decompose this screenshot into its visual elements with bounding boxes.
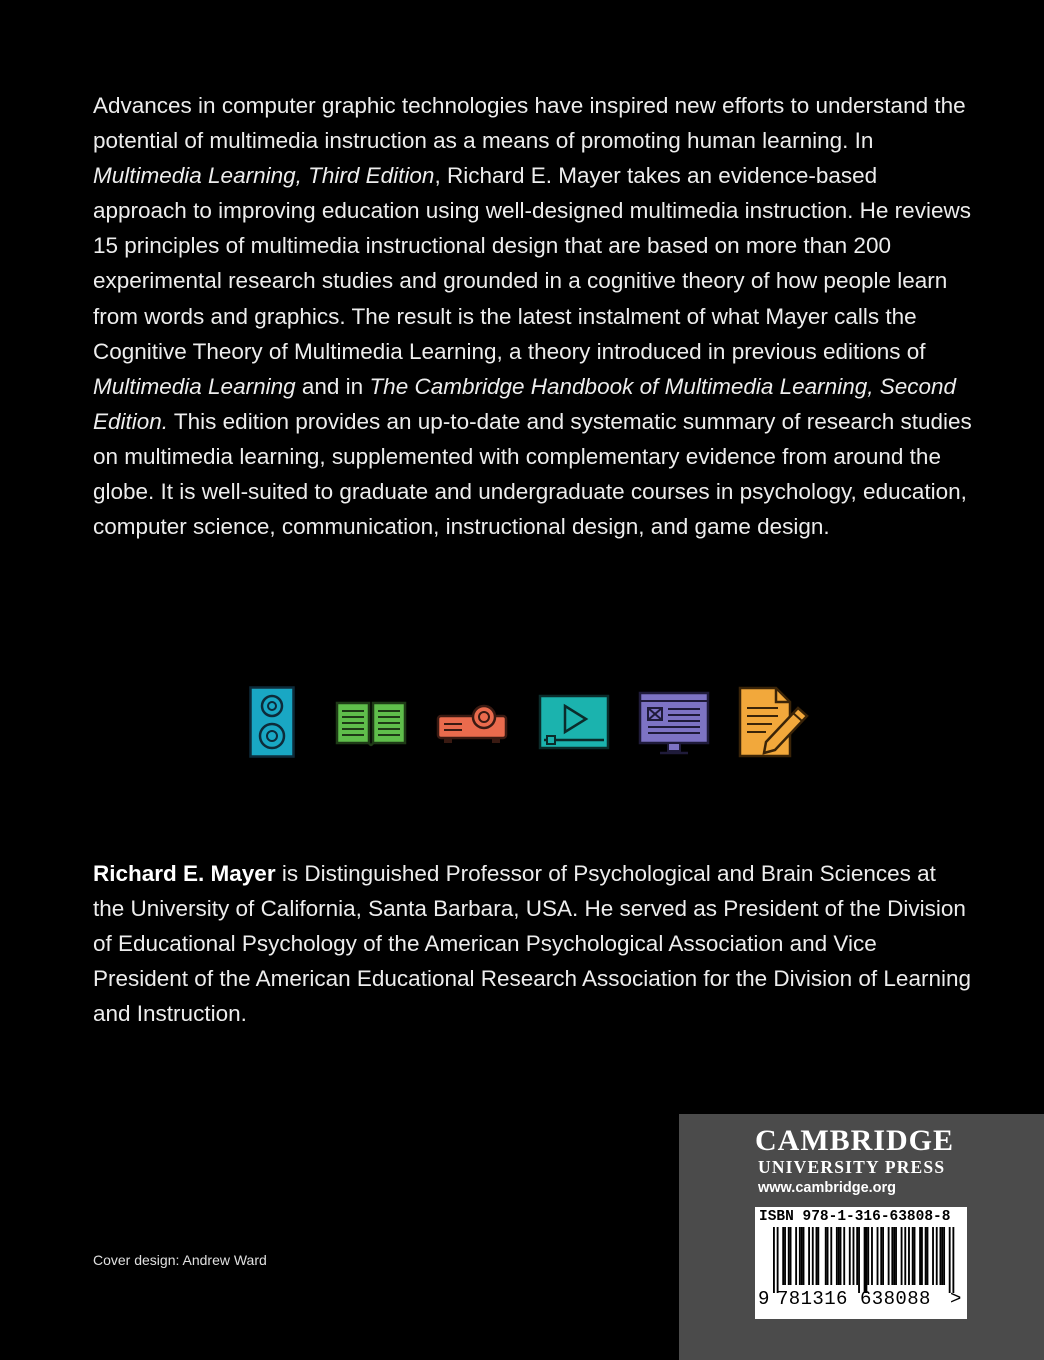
barcode-bar [830,1227,832,1285]
barcode-bar [782,1227,784,1285]
description-text-2: , Richard E. Mayer takes an evidence-based approach to improving education using well-designed multimedia instruction. He reviews 15 principles of multimedia instructional design that are based on more than 200 experimental research studies and grounded in a cognitive theory of how people learn from words and graphics. The result is the latest instalment of what Mayer calls the Cognitive Theory of Multimedia Learning, a theory introduced in previous editions of [93,163,971,364]
publisher-name: CAMBRIDGE [755,1124,955,1157]
barcode-bar [784,1227,786,1285]
barcode-bar [940,1227,942,1285]
barcode-bar [866,1227,868,1293]
barcode-bar [799,1227,801,1285]
barcode-bar [853,1227,855,1285]
description-text-4: This edition provides an up-to-date and systematic summary of research studies on multimedia learning, supplemented with complementary evidence from around the globe. It is well-suited to graduate and undergraduate courses in psychology, education, computer science, communication, instructional design, and game design. [93,408,972,540]
speaker-icon [249,686,295,758]
handbook-title-italic: The Cambridge Handbook of Multimedia Learning, Second Edition. [93,373,957,434]
barcode-right-group: 638088 [860,1288,931,1310]
barcode-end-mark: > [950,1288,962,1310]
barcode-bar [943,1227,945,1285]
barcode-bar [816,1227,818,1285]
barcode-bar [812,1227,814,1285]
barcode-bar [949,1227,951,1293]
barcode-bar [773,1227,775,1293]
video-player-icon [538,694,610,750]
barcode-bar [864,1227,866,1293]
barcode-bar [817,1227,819,1285]
barcode-bar [895,1227,897,1285]
barcode-bar [893,1227,895,1285]
barcode-bar [891,1227,893,1285]
barcode-bar [936,1227,938,1285]
publisher-panel [679,1114,1044,1360]
barcode-bar [825,1227,827,1285]
barcode-bar [921,1227,923,1285]
barcode-box [755,1207,967,1319]
document-pencil-icon [738,686,810,758]
barcode-bar [925,1227,927,1285]
barcode-bar [838,1227,840,1285]
barcode-bar [858,1227,860,1293]
barcode-bar [882,1227,884,1285]
book-title-italic: Multimedia Learning, Third Edition [93,163,435,189]
barcode-bar [914,1227,916,1285]
barcode-bar [856,1227,858,1285]
isbn-label: ISBN 978-1-316-63808-8 [759,1209,951,1225]
media-icons-row [246,686,816,762]
barcode-bar [877,1227,879,1285]
barcode-bar [919,1227,921,1285]
book-title-italic-2: Multimedia Learning [93,373,296,399]
cover-design-credit: Cover design: Andrew Ward [93,1252,267,1268]
open-book-icon [335,697,407,749]
author-name: Richard E. Mayer [93,861,276,886]
barcode-bar [932,1227,934,1285]
projector-icon [436,704,510,746]
barcode-bar [843,1227,845,1285]
barcode-bar [888,1227,890,1285]
publisher-subname: UNIVERSITY PRESS [758,1157,946,1177]
barcode-bar [777,1227,779,1293]
author-bio [93,856,973,1031]
barcode-first-digit: 9 [758,1288,770,1310]
barcode-bar [871,1227,873,1285]
barcode-bar [867,1227,869,1285]
publisher-url: www.cambridge.org [758,1180,897,1196]
barcode-bar [849,1227,851,1285]
barcode-bar [941,1227,943,1285]
barcode-bar [790,1227,792,1285]
barcode-bar [836,1227,838,1285]
barcode-bar [801,1227,803,1285]
barcode-left-group: 781316 [777,1288,848,1310]
barcode-bar [908,1227,910,1285]
barcode-bar [912,1227,914,1285]
barcode-bar [788,1227,790,1285]
barcode-bar [795,1227,797,1285]
barcode-bar [880,1227,882,1285]
barcode-bar [803,1227,805,1285]
isbn-barcode [757,1227,965,1293]
description-text-3: and in [295,373,370,399]
barcode-bar [927,1227,929,1285]
barcode-bar [840,1227,842,1285]
author-bio-text: is Distinguished Professor of Psychological and Brain Sciences at the University of California, Santa Barbara, USA. He served as President of the Division of Educational Psychology of the American Psychological Association and Vice President of the American Educational Research Association for the Division of Learning and Instruction. [93,861,971,1027]
barcode-bar [808,1227,810,1285]
barcode-bar [901,1227,903,1285]
barcode-bar [904,1227,906,1285]
computer-monitor-icon [638,691,710,757]
description-text-1: Advances in computer graphic technologies have inspired new efforts to understand the potential of multimedia instruction as a means of promoting human learning. In [93,93,966,154]
barcode-bar [952,1227,954,1293]
book-description [93,88,973,544]
barcode-bar [827,1227,829,1285]
